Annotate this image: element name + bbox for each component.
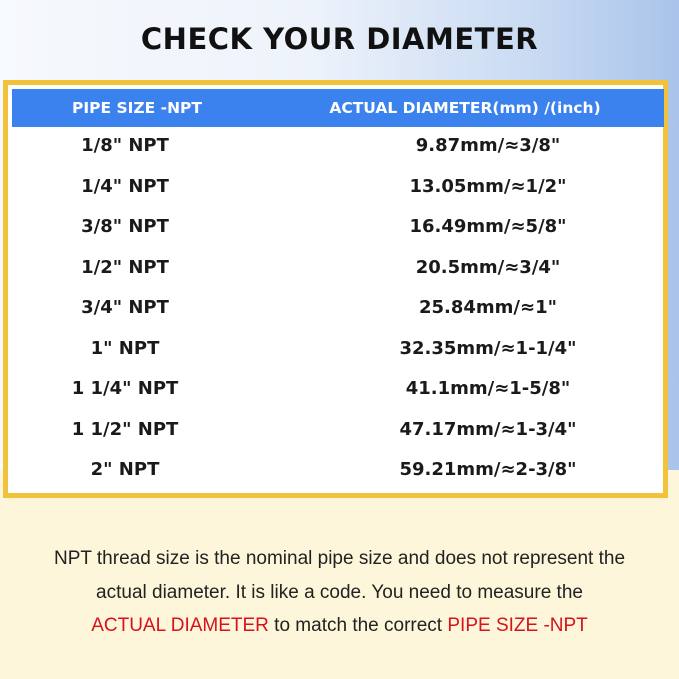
pipe-size-cell: 1/8" NPT (81, 135, 169, 156)
pipe-size-cell: 3/4" NPT (81, 297, 169, 318)
diameter-cell: 9.87mm/≈3/8" (415, 135, 561, 156)
note-line-2: actual diameter. It is like a code. You need to measure the (96, 582, 583, 603)
note-line-3 (0, 615, 679, 637)
pipe-size-cell: 2" NPT (90, 459, 160, 480)
pipe-size-highlight: PIPE SIZE -NPT (447, 615, 588, 636)
diameter-table-frame (3, 80, 668, 498)
diameter-cell: 25.84mm/≈1" (418, 297, 557, 318)
pipe-size-cell: 1 1/2" NPT (71, 418, 179, 440)
table-row (12, 370, 664, 411)
note-line-1: NPT thread size is the nominal pipe size and does not represent the (53, 548, 626, 569)
table-row (12, 411, 664, 452)
header-pipe-size: PIPE SIZE -NPT (72, 99, 202, 117)
diameter-cell: 32.35mm/≈1-1/4" (399, 337, 577, 359)
table-row (12, 289, 664, 330)
pipe-size-cell: 1/2" NPT (81, 256, 169, 278)
diameter-cell: 16.49mm/≈5/8" (409, 216, 567, 237)
header-actual-diameter: ACTUAL DIAMETER(mm) /(inch) (329, 99, 601, 117)
diameter-cell: 59.21mm/≈2-3/8" (399, 459, 577, 480)
diameter-cell: 13.05mm/≈1/2" (409, 175, 567, 197)
pipe-size-cell: 1 1/4" NPT (71, 378, 179, 399)
note-line-3-middle: to match the correct (268, 615, 448, 636)
diameter-cell: 41.1mm/≈1-5/8" (405, 378, 571, 399)
table-row (12, 330, 664, 371)
pipe-size-cell: 1" NPT (90, 337, 160, 359)
actual-diameter-highlight: ACTUAL DIAMETER (91, 615, 269, 636)
table-row (12, 168, 664, 209)
diameter-cell: 20.5mm/≈3/4" (415, 256, 561, 278)
diameter-cell: 47.17mm/≈1-3/4" (399, 418, 577, 440)
table-row (12, 208, 664, 249)
table-row (12, 127, 664, 168)
table-body (12, 127, 664, 492)
page-title: CHECK YOUR DIAMETER (140, 22, 539, 56)
pipe-size-cell: 1/4" NPT (81, 175, 169, 197)
table-row (12, 451, 664, 492)
table-header (12, 89, 664, 127)
pipe-size-cell: 3/8" NPT (81, 216, 169, 237)
table-row (12, 249, 664, 290)
